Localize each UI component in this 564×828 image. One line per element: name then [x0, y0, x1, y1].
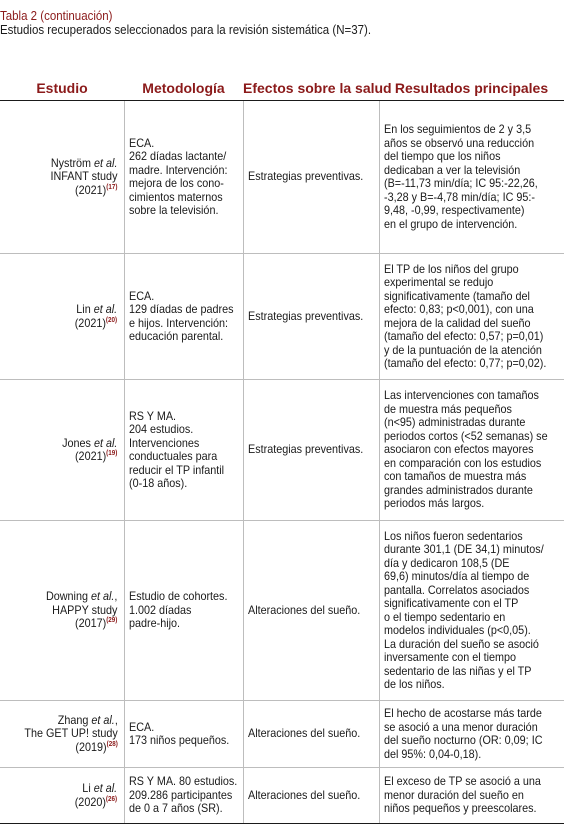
result-line: en el grupo de intervención.: [383, 216, 517, 231]
result-line: inversamente con el tiempo: [383, 650, 516, 664]
study-cell: [0, 768, 124, 824]
result-line: modelos individuales (p<0,05).: [383, 623, 531, 637]
study-author: Lin: [76, 302, 92, 316]
study-cell: [0, 701, 124, 768]
method-line: Estudio de cohortes.: [128, 589, 227, 604]
table-caption: [0, 9, 564, 38]
result-line: en comparación con los estudios: [383, 455, 541, 470]
method-line: educación parental.: [128, 329, 223, 343]
study-year: (2019): [75, 739, 107, 754]
method-cell: [124, 254, 243, 380]
table-row: [0, 380, 564, 521]
effect-cell: [243, 380, 379, 521]
result-line: efecto: 0,83; p<0,001), con una: [383, 302, 534, 316]
header-effect: Efectos sobre la salud: [243, 76, 379, 101]
result-line: La duración del sueño se asoció: [383, 636, 539, 651]
result-line: niños pequeños y preescolares.: [383, 801, 537, 816]
method-line: 173 niños pequeños.: [128, 733, 229, 747]
result-line: durante 301,1 (DE 34,1) minutos/: [383, 542, 544, 556]
result-line: (B=-11,73 min/día; IC 95:-22,26,: [383, 176, 538, 190]
method-line: Intervenciones: [128, 435, 199, 450]
result-line: de los niños.: [383, 677, 445, 691]
result-line: grandes administrados durante: [383, 482, 533, 497]
method-cell: [124, 768, 243, 824]
result-line: pantalla. Correlatos asociados: [383, 582, 529, 597]
method-line: 209.286 participantes: [128, 787, 232, 802]
study-cell: [0, 254, 124, 380]
effect-cell: [243, 101, 379, 254]
study-author: Li: [82, 781, 92, 795]
study-etal: et al.: [91, 302, 118, 316]
method-cell: [124, 521, 243, 701]
study-cell: [0, 380, 124, 521]
result-line: o el tiempo sedentario en: [383, 609, 505, 624]
effect-text: Alteraciones del sueño.: [247, 726, 360, 741]
result-line: y de la puntuación de la atención: [383, 342, 542, 357]
method-line: reducir el TP infantil: [128, 462, 224, 477]
study-ref: (29): [106, 617, 118, 625]
study-comma: ,: [114, 589, 118, 604]
method-line: ECA.: [128, 288, 154, 303]
study-name: INFANT study: [50, 169, 118, 184]
effect-cell: [243, 254, 379, 380]
result-cell: [379, 768, 564, 824]
method-cell: [124, 101, 243, 254]
result-cell: [379, 521, 564, 701]
result-line: años se observó una reducción: [383, 135, 534, 150]
result-line: mejora de la calidad del sueño: [383, 315, 531, 330]
study-ref: (19): [106, 450, 118, 457]
result-line: periodos más largos.: [383, 496, 484, 511]
study-year: (2021): [75, 449, 107, 463]
method-line: sobre la televisión.: [128, 203, 218, 217]
method-line: conductuales para: [128, 449, 217, 463]
study-etal: et al.: [91, 435, 118, 450]
result-line: -3,28 y B=-4,78 min/día; IC 95:-: [383, 189, 535, 204]
method-cell: [124, 380, 243, 521]
result-line: sedentario de las niñas y el TP: [383, 663, 531, 678]
study-etal: et al.: [91, 781, 118, 795]
method-line: de 0 a 7 años (SR).: [128, 801, 223, 816]
study-year: (2021): [75, 315, 107, 330]
study-author: Downing: [46, 589, 89, 604]
result-line: Las intervenciones con tamaños: [383, 388, 539, 403]
effect-text: Alteraciones del sueño.: [247, 602, 360, 617]
method-line: mejora de los cono-: [128, 176, 224, 190]
result-cell: [379, 101, 564, 254]
result-line: día y dedicaron 108,5 (DE: [383, 555, 509, 570]
header-method: Metodología: [124, 76, 243, 101]
table-row: [0, 521, 564, 701]
result-cell: [379, 380, 564, 521]
study-etal: et al.: [88, 712, 115, 727]
study-ref: (20): [106, 316, 118, 324]
method-line: RS Y MA. 80 estudios.: [128, 774, 237, 789]
method-line: madre. Intervención:: [128, 162, 227, 177]
result-line: de muestra más pequeños: [383, 401, 512, 416]
method-line: padre-hijo.: [128, 616, 180, 631]
result-line: del sueño nocturno (OR: 0,09; IC: [383, 733, 542, 747]
method-line: 204 estudios.: [128, 422, 193, 436]
study-cell: [0, 521, 124, 701]
effect-text: Alteraciones del sueño.: [247, 787, 360, 802]
study-ref: (28): [106, 740, 118, 748]
method-line: (0-18 años).: [128, 476, 187, 490]
header-study: Estudio: [0, 76, 124, 101]
result-line: se asoció a una menor duración: [383, 719, 538, 734]
effect-text: Estrategias preventivas.: [247, 442, 363, 457]
method-line: ECA.: [128, 719, 154, 734]
result-line: (tamaño del efecto: 0,77; p=0,02).: [383, 356, 546, 370]
study-etal: et al.: [91, 155, 118, 170]
effect-cell: [243, 768, 379, 824]
study-name: HAPPY study: [52, 602, 118, 617]
study-year: (2021): [75, 182, 107, 197]
study-year: (2017): [75, 616, 107, 631]
table-title: Estudios recuperados seleccionados para la revisión sistemática (N=37).: [0, 23, 372, 37]
table-row: [0, 768, 564, 824]
study-name: The GET UP! study: [24, 726, 118, 741]
study-author: Jones: [62, 435, 92, 450]
result-line: (n<95) administradas durante: [383, 415, 525, 430]
studies-table: [0, 76, 564, 824]
method-line: cimientos maternos: [128, 189, 223, 204]
study-etal: et al.: [88, 589, 115, 604]
result-cell: [379, 254, 564, 380]
study-author: Zhang: [57, 712, 89, 727]
table-header-row: [0, 76, 564, 101]
study-comma: ,: [114, 712, 118, 727]
effect-text: Estrategias preventivas.: [247, 308, 363, 323]
effect-cell: [243, 701, 379, 768]
table-row: [0, 254, 564, 380]
table-row: [0, 101, 564, 254]
method-line: 1.002 díadas: [128, 602, 191, 617]
result-line: asociaron con efectos mayores: [383, 442, 533, 457]
result-line: El TP de los niños del grupo: [383, 261, 519, 276]
result-line: dedicaban a ver la televisión: [383, 162, 520, 177]
table-row: [0, 701, 564, 768]
study-year: (2020): [75, 794, 107, 809]
result-line: El exceso de TP se asoció a una: [383, 774, 541, 789]
result-line: 9,48, -0,99, respectivamente): [383, 203, 524, 217]
result-line: del 95%: 0,04-0,18).: [383, 746, 481, 761]
table-label: Tabla 2 (continuación): [0, 9, 113, 23]
result-line: menor duración del sueño en: [383, 787, 524, 802]
method-line: e hijos. Intervención:: [128, 315, 228, 330]
result-line: En los seguimientos de 2 y 3,5: [383, 122, 531, 136]
result-line: 69,6) minutos/día al tiempo de: [383, 569, 529, 583]
result-cell: [379, 701, 564, 768]
study-ref: (17): [106, 183, 118, 191]
study-author: Nyström: [50, 155, 92, 170]
effect-text: Estrategias preventivas.: [247, 169, 363, 184]
result-line: significativamente con el TP: [383, 596, 518, 610]
result-line: El hecho de acostarse más tarde: [383, 706, 542, 720]
method-line: ECA.: [128, 135, 154, 150]
result-line: periodos cortos (<52 semanas) se: [383, 428, 548, 443]
method-cell: [124, 701, 243, 768]
result-line: Los niños fueron sedentarios: [383, 528, 523, 543]
result-line: del tiempo que los niños: [383, 149, 500, 163]
effect-cell: [243, 521, 379, 701]
method-line: 262 díadas lactante/: [128, 149, 226, 163]
method-line: 129 díadas de padres: [128, 302, 233, 316]
study-cell: [0, 101, 124, 254]
method-line: RS Y MA.: [128, 408, 176, 423]
header-result: Resultados principales: [379, 76, 564, 101]
study-ref: (26): [106, 795, 118, 803]
result-line: (tamaño del efecto: 0,57; p=0,01): [383, 329, 543, 343]
result-line: con tamaños de muestra más: [383, 469, 526, 484]
result-line: experimental se redujo: [383, 275, 493, 289]
result-line: significativamente (tamaño del: [383, 288, 530, 303]
